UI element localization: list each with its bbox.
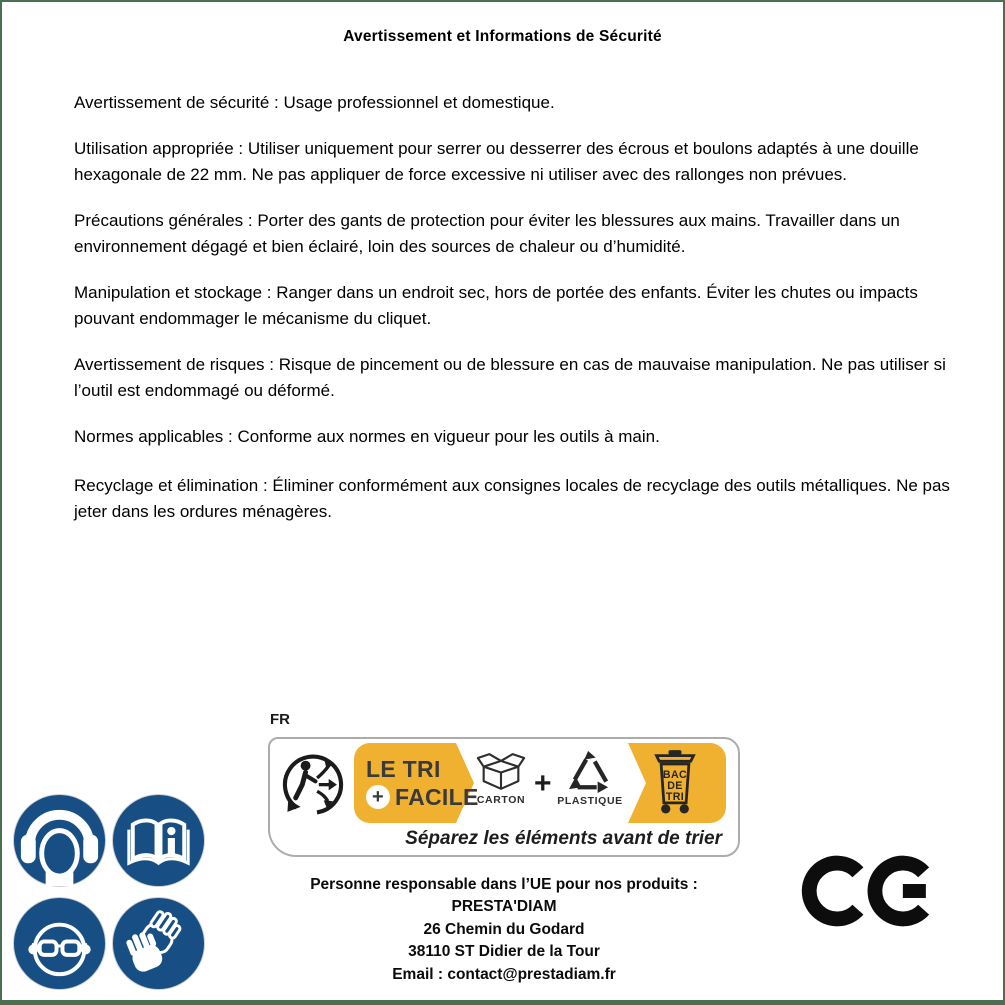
- banner-headline: [366, 756, 479, 810]
- eu-responsible-block: [254, 874, 754, 986]
- material-label: CARTON: [476, 794, 526, 806]
- banner-tagline: Séparez les éléments avant de trier: [405, 828, 722, 849]
- paragraph-appropriate-use: Utilisation appropriée : Utiliser uniquement pour serrer ou desserrer des écrous et boulons adaptés à une douille hexagonale de 22 mm. Ne pas appliquer de force excessive ni utiliser avec des rallonges non prévues.: [74, 139, 919, 184]
- recycling-triangle-icon: [568, 751, 612, 793]
- paragraph-applicable-standards: Normes applicables : Conforme aux normes en vigueur pour les outils à main.: [74, 427, 660, 446]
- country-code-label: FR: [270, 711, 290, 728]
- responsible-street: 26 Chemin du Godard: [423, 920, 585, 938]
- material-plastique: [557, 751, 623, 807]
- ear-protection-icon: [12, 793, 107, 888]
- safety-text-block: [74, 90, 976, 525]
- paragraph-handling-storage: Manipulation et stockage : Ranger dans un endroit sec, hors de portée des enfants. Éviter les chutes ou impacts pouvant endommager le mécanisme du cliquet.: [74, 283, 918, 328]
- svg-text:DE: DE: [667, 779, 683, 792]
- banner-yellow-bar: [354, 743, 726, 823]
- sorting-bin: [650, 749, 700, 816]
- cardboard-box-icon: [475, 751, 527, 792]
- responsible-city: 38110 ST Didier de la Tour: [408, 943, 600, 961]
- svg-text:TRI: TRI: [665, 791, 685, 804]
- material-label: PLASTIQUE: [557, 795, 623, 807]
- responsible-email: Email : contact@prestadiam.fr: [392, 965, 616, 983]
- read-manual-icon: [111, 793, 206, 888]
- paragraph-safety-warning: Avertissement de sécurité : Usage professionnel et domestique.: [74, 93, 555, 112]
- paragraph-recycling-disposal: Recyclage et élimination : Éliminer conformément aux consignes locales de recyclage des outils métalliques. Ne pas jeter dans les ordures ménagères.: [74, 476, 950, 521]
- svg-text:BAC: BAC: [662, 768, 688, 781]
- page-title: Avertissement et Informations de Sécurité: [343, 28, 662, 45]
- eye-protection-icon: [12, 896, 107, 991]
- plus-circle-icon: +: [366, 785, 390, 809]
- triman-logo-icon: [280, 744, 346, 822]
- headline-line2: FACILE: [395, 784, 479, 810]
- mandatory-safety-icons: [12, 793, 206, 991]
- recycling-sorting-banner: [268, 737, 740, 857]
- responsible-intro: Personne responsable dans l’UE pour nos produits :: [310, 876, 698, 893]
- ce-mark-icon: [800, 845, 940, 937]
- ce-marking: [800, 845, 940, 937]
- paragraph-general-precautions: Précautions générales : Porter des gants de protection pour éviter les blessures aux mains. Travailler dans un environnement dégagé et bien éclairé, loin des sources de chaleur ou d’humidité.: [74, 211, 900, 256]
- protective-gloves-icon: [111, 896, 206, 991]
- material-carton: [472, 751, 530, 806]
- sorting-bin-icon: [650, 749, 700, 816]
- responsible-company: PRESTA'DIAM: [451, 898, 557, 916]
- paragraph-risk-warning: Avertissement de risques : Risque de pincement ou de blessure en cas de mauvaise manipulation. Ne pas utiliser si l’outil est endommagé ou déformé.: [74, 355, 946, 400]
- headline-line1: LE TRI: [366, 756, 441, 782]
- materials-separator: +: [534, 767, 552, 800]
